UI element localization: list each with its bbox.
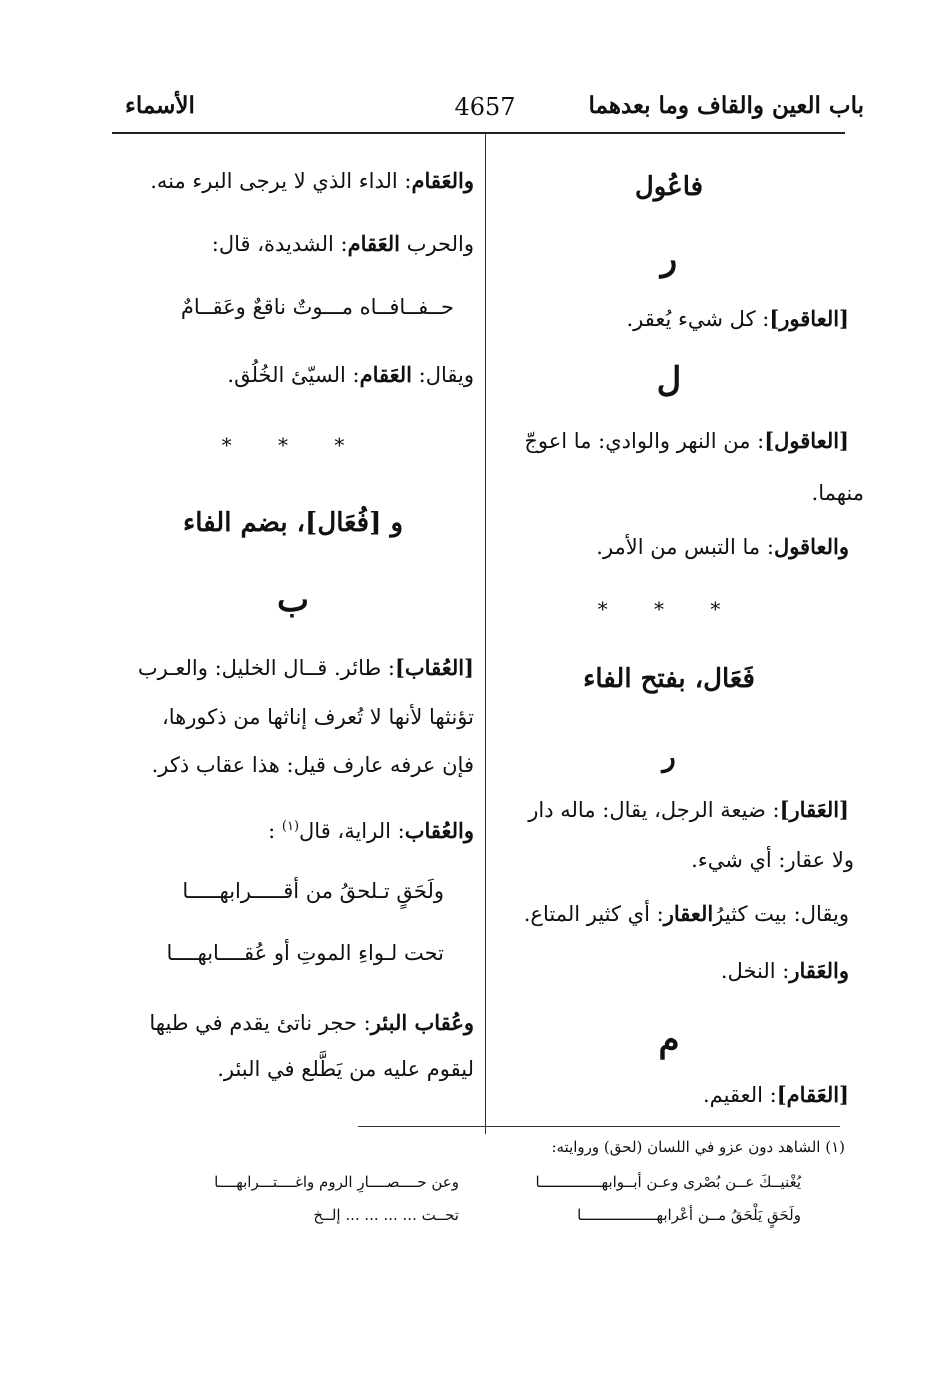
entry-line [268, 812, 474, 846]
entry-term: العَقام [359, 362, 412, 387]
letter-heading: م [658, 1020, 680, 1060]
section-heading: و [فُعَال]، بضم الفاء [182, 508, 404, 538]
section-separator: * * * [597, 597, 741, 621]
verse-line: تحت لـواءِ الموتِ أو عُقــــابهــــا [166, 941, 444, 965]
entry-text: : الداء الذي لا يرجى البرء منه. [150, 169, 412, 193]
letter-heading: ر [660, 239, 678, 279]
footnote-marker: (١) [281, 819, 300, 834]
entry-text: : من النهر والوادي: ما اعوجّ [524, 429, 765, 453]
running-header-title: باب العين والقاف وما بعدهما [588, 92, 864, 119]
entry-text: : طائر. قــال الخليل: والعـرب [137, 656, 395, 680]
entry-term: العَقام [347, 231, 401, 256]
header-rule [112, 132, 845, 134]
entry-line [528, 795, 849, 825]
verse-line: ولَحَقٍ تـلحقُ من أقـــــرابهـــــا [182, 879, 444, 903]
entry-line [212, 229, 474, 259]
entry-term: [العاقول] [764, 428, 849, 453]
entry-continuation: ولا عقار: أي شيء. [691, 848, 854, 872]
entry-line [626, 304, 849, 334]
entry-line [227, 360, 474, 390]
entry-term: والعاقول [773, 534, 849, 559]
entry-term: [العاقور] [769, 306, 849, 331]
entry-line [596, 532, 849, 562]
entry-text: ويقال: بيت كثيرُ [713, 902, 849, 926]
footnote-intro: (١) الشاهد دون عزو في اللسان (لحق) وروايته: [551, 1138, 845, 1156]
page-number: 4657 [454, 93, 516, 121]
entry-text: : ضيعة الرجل، يقال: ماله دار [528, 798, 780, 822]
running-header-category: الأسماء [125, 92, 195, 119]
entry-continuation: ليقوم عليه من يَطَّلع في البئر. [217, 1057, 474, 1081]
entry-line [150, 166, 474, 196]
entry-line [138, 653, 474, 683]
footnote-rule [358, 1126, 840, 1127]
entry-text: والحرب [406, 232, 474, 256]
entry-term: وعُقاب البئر [370, 1010, 474, 1035]
entry-term: [العُقاب] [394, 655, 474, 680]
entry-line [524, 426, 849, 456]
section-heading: فَعَال، بفتح الفاء [583, 664, 755, 694]
footnote-verse-left: تحــت ... ... ... ... إلــخ [313, 1206, 459, 1224]
entry-text: : الشديدة، قال: [211, 232, 348, 256]
entry-term: والعَقار [789, 958, 849, 983]
entry-continuation: تؤنثها لأنها لا تُعرف إناثها من ذكورها، [161, 705, 474, 729]
entry-text: : السيّئ الخُلُق. [227, 363, 360, 387]
entry-text: : كل شيء يُعقر. [626, 307, 770, 331]
entry-text: : العقيم. [703, 1083, 777, 1107]
entry-term: [العَقام] [776, 1082, 849, 1107]
entry-term: والعُقاب [404, 818, 474, 843]
entry-line [524, 899, 849, 929]
letter-heading: ب [276, 580, 309, 620]
entry-text: : [268, 819, 276, 843]
section-heading: فاعُول [634, 172, 704, 202]
entry-text: : ما التبس من الأمر. [596, 535, 774, 559]
footnote-verse-right: يُغْنيــكَ عــن بُصْرى وعـن أبــوابهــــــــــــــا [535, 1173, 801, 1191]
entry-term: والعَقام [411, 168, 474, 193]
entry-text: : حجر ناتئ يقدم في طيها [149, 1011, 371, 1035]
entry-continuation: فإن عرفه عارف قيل: هذا عقاب ذكر. [151, 753, 474, 777]
entry-continuation: منهما. [811, 481, 864, 505]
footnote-verse-left: وعن حــــصــــارِ الروم واغــــتـــرابهــــا [214, 1173, 459, 1191]
footnote-verse-right: ولَحَقٍ يَلْحَقُ مــن أعْرابهـــــــــــــــــا [577, 1206, 801, 1224]
entry-text: : أي كثير المتاع. [523, 902, 664, 926]
entry-line [149, 1008, 474, 1038]
verse-line: حــفــافــاه مـــوتٌ ناقعٌ وعَقــامٌ [180, 295, 454, 319]
section-separator: * * * [221, 433, 365, 457]
column-divider [485, 134, 486, 1134]
entry-line [721, 956, 849, 986]
entry-text: ويقال: [418, 363, 474, 387]
entry-term: [العَقار] [779, 797, 849, 822]
entry-term: العقار [663, 901, 714, 926]
letter-heading: ر [662, 740, 676, 773]
entry-text: : الراية، قال [299, 819, 405, 843]
entry-line [703, 1080, 849, 1110]
letter-heading: ل [656, 360, 682, 400]
entry-text: : النخل. [720, 959, 790, 983]
